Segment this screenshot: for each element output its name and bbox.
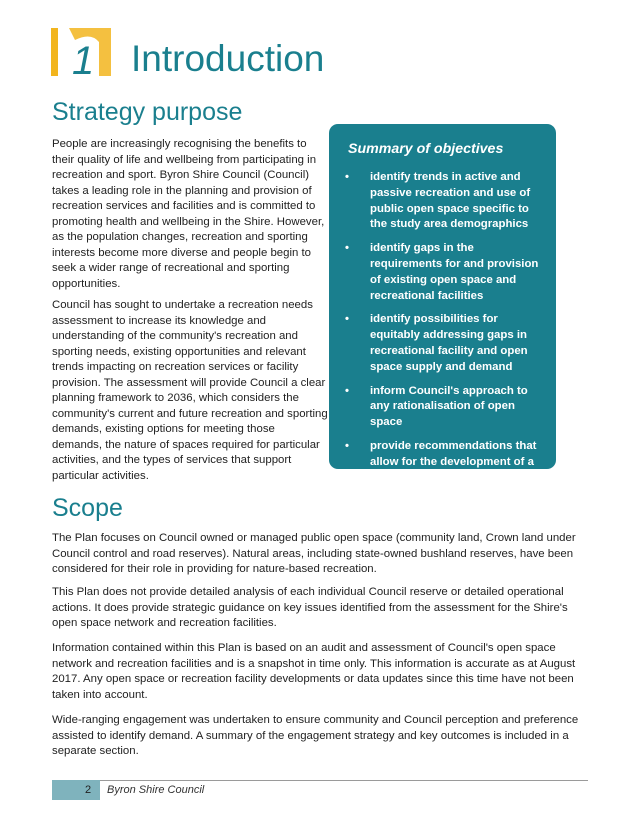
scope-paragraph-4: Wide-ranging engagement was undertaken to ensure community and Council perception and preference assisted to identify demand. A summary of the engagement strategy and key outcomes is included in a separate section. bbox=[52, 714, 579, 757]
footer-organisation: Byron Shire Council bbox=[107, 784, 205, 796]
page-number: 2 bbox=[85, 784, 92, 796]
chapter-number-logo bbox=[51, 28, 111, 78]
chapter-number: 1 bbox=[72, 39, 95, 78]
scope-paragraph-3: Information contained within this Plan is based on an audit and assessment of Council's open space network and recreation facilities and is a snapshot in time only. This information is accurate as at August 2017. Any open space or recreation facility developments or data updates since this time have not been taken into account. bbox=[52, 642, 576, 701]
summary-item: • identify gaps in the requirements for and provision of existing open space and recreational facilities bbox=[345, 242, 539, 302]
strategy-paragraph-1: People are increasingly recognising the benefits to their quality of life and wellbeing from participating in recreation and sport. Byron Shire Council (Council) takes a leading role in the planning and provision of recreation services and facilities and is committed to promoting health and wellbeing in the Shire. However, as the population changes, recreation and sporting interests become more diverse and people begin to seek a wider range of recreational and sporting opportunities. bbox=[52, 138, 325, 290]
summary-item: • identify trends in active and passive recreation and use of public open space specific to the study area demographics bbox=[345, 171, 531, 231]
footer-divider bbox=[52, 780, 588, 781]
summary-item: • inform Council's approach to any rationalisation of open space bbox=[345, 384, 528, 429]
summary-list bbox=[338, 170, 544, 494]
summary-box bbox=[329, 124, 556, 484]
strategy-paragraph-2: Council has sought to undertake a recreation needs assessment to increase its knowledge and understanding of the community's recreation and sporting needs, existing opportunities and relevant trends impacting on recreation services or facility provision. The assessment will provide Council a clear planning framework to 2036, which considers the community's current and future recreation and sporting demands, existing options for meeting those demands, the nature of spaces required for particular activities, and the types of services that support particular activities. bbox=[52, 299, 328, 482]
chapter-title: Introduction bbox=[131, 38, 325, 79]
scope-paragraph-1: The Plan focuses on Council owned or managed public open space (community land, Crown land under Council control and road reserves). Natural areas, including state-owned bushland reserves, have been considered for their role in providing for nature-based recreation. bbox=[52, 532, 576, 575]
scope-heading: Scope bbox=[52, 494, 123, 522]
scope-paragraph-2: This Plan does not provide detailed analysis of each individual Council reserve or detailed operational actions. It does provide strategic guidance on key issues identified from the assessment for the Shire's open space network and recreation facilities. bbox=[52, 586, 568, 629]
strategy-heading: Strategy purpose bbox=[52, 98, 243, 126]
summary-item: • provide recommendations that allow for the development of a clear policy framework bbox=[345, 439, 537, 484]
summary-title: Summary of objectives bbox=[348, 141, 504, 157]
footer-page-tab bbox=[52, 780, 100, 800]
summary-item: • identify possibilities for equitably addressing gaps in recreational facility and open space supply and demand bbox=[345, 313, 528, 373]
